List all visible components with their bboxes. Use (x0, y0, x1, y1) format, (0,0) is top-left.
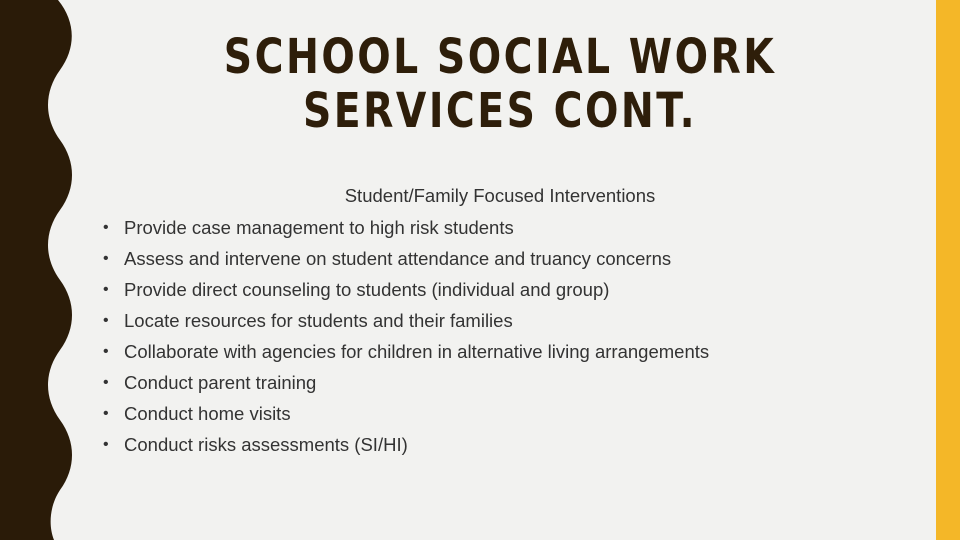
bullet-text: Locate resources for students and their families (124, 310, 513, 331)
list-item (103, 308, 709, 339)
list-item (103, 246, 709, 277)
list-item (103, 401, 709, 432)
list-item (103, 277, 709, 308)
bullet-text: Assess and intervene on student attendance and truancy concerns (124, 248, 672, 269)
bullet-icon: • (103, 405, 109, 422)
list-item (103, 339, 709, 370)
bullet-list (103, 215, 709, 463)
list-item (103, 370, 709, 401)
accent-bar (936, 0, 960, 540)
bullet-icon: • (103, 312, 109, 329)
bullet-text: Collaborate with agencies for children in alternative living arrangements (124, 341, 710, 362)
bullet-text: Conduct parent training (124, 372, 317, 393)
bullet-icon: • (103, 281, 109, 298)
bullet-text: Provide case management to high risk students (124, 217, 514, 238)
bullet-icon: • (103, 219, 109, 236)
wavy-border-shape (0, 0, 72, 540)
bullet-icon: • (103, 250, 109, 267)
wavy-left-border (0, 0, 80, 540)
slide-title: SCHOOL SOCIAL WORK SERVICES CONT. (223, 29, 777, 139)
bullet-icon: • (103, 436, 109, 453)
bullet-text: Conduct home visits (124, 403, 291, 424)
bullet-icon: • (103, 374, 109, 391)
bullet-text: Provide direct counseling to students (individual and group) (124, 279, 610, 300)
bullet-text: Conduct risks assessments (SI/HI) (124, 434, 408, 455)
list-item (103, 432, 709, 463)
list-item (103, 215, 709, 246)
slide-subtitle: Student/Family Focused Interventions (344, 185, 656, 206)
bullet-icon: • (103, 343, 109, 360)
